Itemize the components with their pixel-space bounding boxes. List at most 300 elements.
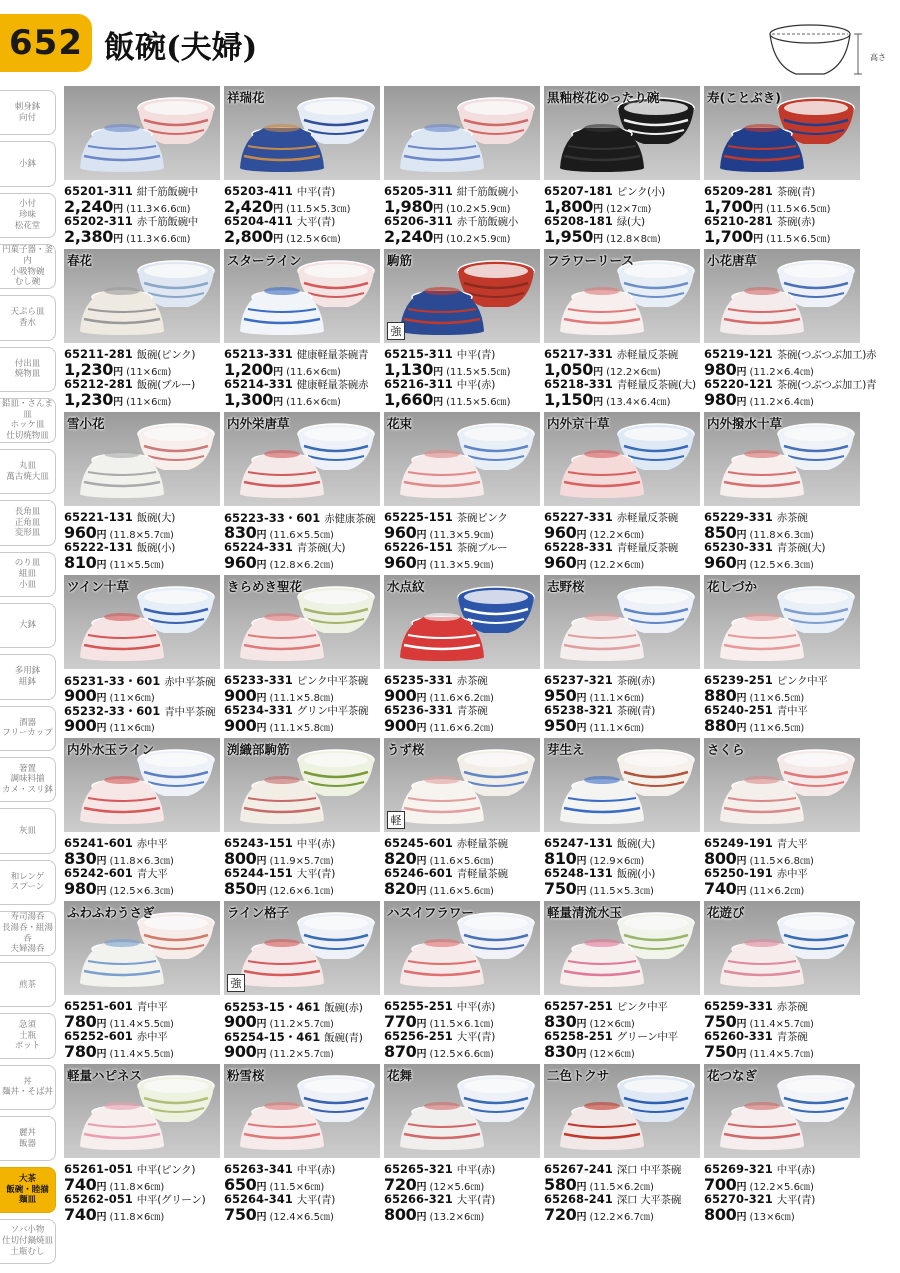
product-series-name: 粉雪桜: [227, 1068, 265, 1083]
sidebar-tab[interactable]: ソバ小物 仕切付鍋焼皿 土瓶むし: [0, 1219, 56, 1264]
item-size: (12.5×6.3㎝): [109, 886, 174, 897]
product-card[interactable]: [544, 249, 700, 409]
product-card[interactable]: [224, 86, 380, 246]
sidebar-tab[interactable]: 酒器 フリーカップ: [0, 706, 56, 751]
item-code: 65228-331: [544, 540, 613, 554]
product-series-name: ツイン十草: [67, 579, 129, 594]
item-size: (12.6×6.1㎝): [269, 886, 334, 897]
product-card[interactable]: [384, 575, 540, 735]
yen-unit: 円: [256, 723, 267, 734]
diagram-height-label: 高さ: [870, 53, 886, 62]
item-size: (11.8×6.3㎝): [109, 856, 174, 867]
yen-unit: 円: [433, 397, 444, 408]
product-series-name: 小花唐草: [707, 253, 758, 268]
item-description: 赤千筋飯碗小: [456, 216, 518, 228]
item-code: 65260-331: [704, 1029, 773, 1043]
sidebar-tab[interactable]: 煎茶: [0, 962, 56, 1007]
product-photo[interactable]: [544, 412, 700, 506]
product-card[interactable]: [224, 901, 380, 1061]
yen-unit: 円: [273, 234, 284, 245]
item-code: 65236-331: [384, 703, 453, 717]
item-code: 65208-181: [544, 214, 613, 228]
product-card[interactable]: [384, 249, 540, 409]
product-series-name: 水点紋: [387, 579, 425, 594]
item-size: (11.5×6.5㎝): [766, 234, 831, 245]
item-price-line: [224, 553, 394, 572]
product-photo[interactable]: [64, 412, 220, 506]
item-description: 青茶碗: [456, 705, 488, 717]
bowl-photo-icon: [384, 86, 540, 180]
product-photo[interactable]: [384, 1064, 540, 1158]
yen-unit: 円: [113, 367, 124, 378]
item-price-line: [224, 879, 394, 898]
product-card[interactable]: [384, 901, 540, 1061]
item-size: (13.4×6.4㎝): [606, 397, 671, 408]
product-card[interactable]: [544, 86, 700, 246]
item-description: 飯碗(大): [616, 838, 655, 850]
item-size: (11.3×6.6㎝): [126, 234, 191, 245]
product-card[interactable]: [224, 738, 380, 898]
item-price: 830: [64, 849, 97, 868]
product-card[interactable]: [64, 575, 220, 735]
yen-unit: 円: [96, 1049, 107, 1060]
item-description: 中平(赤): [296, 1164, 335, 1176]
yen-unit: 円: [593, 367, 604, 378]
item-size: (11.1×6㎝): [589, 723, 645, 734]
yen-unit: 円: [113, 204, 124, 215]
product-photo[interactable]: [64, 575, 220, 669]
item-size: (11.5×5.3㎝): [286, 204, 351, 215]
yen-unit: 円: [273, 367, 284, 378]
item-description: グリン中平茶碗: [296, 705, 369, 717]
yen-unit: 円: [576, 530, 587, 541]
product-series-name: 内外水玉ライン: [67, 742, 155, 757]
item-size: (12×7㎝): [606, 204, 652, 215]
yen-unit: 円: [416, 886, 427, 897]
product-photo[interactable]: [384, 901, 540, 995]
yen-unit: 円: [113, 234, 124, 245]
item-price: 1,800: [544, 197, 594, 216]
yen-unit: 円: [433, 234, 444, 245]
item-price: 820: [384, 849, 417, 868]
item-size: (11.1×5.8㎝): [269, 693, 334, 704]
item-code: 65252-601: [64, 1029, 133, 1043]
item-code: 65233-331: [224, 673, 293, 687]
item-price: 580: [544, 1175, 577, 1194]
item-description: ピンク(小): [616, 186, 665, 198]
item-size: (11.5×5.5㎝): [446, 367, 511, 378]
product-photo[interactable]: [704, 901, 860, 995]
item-size: (11.3×6.6㎝): [126, 204, 191, 215]
product-series-name: 花束: [387, 416, 413, 431]
product-series-name: ふわふわうさぎ: [67, 905, 155, 920]
item-code: 65251-601: [64, 999, 133, 1013]
yen-unit: 円: [256, 530, 267, 541]
product-series-name: スターライン: [227, 253, 302, 268]
item-code: 65237-321: [544, 673, 613, 687]
product-card[interactable]: [704, 575, 860, 735]
bowl-dimension-diagram: [760, 22, 866, 82]
item-code: 65268-241: [544, 1192, 613, 1206]
product-series-name: 二色トクサ: [547, 1068, 610, 1083]
sidebar-tab[interactable]: 小付 珍味 松花堂: [0, 193, 56, 238]
item-code: 65255-251: [384, 999, 453, 1013]
item-price: 650: [224, 1175, 257, 1194]
product-series-name: 寿(ことぶき): [707, 90, 781, 105]
item-code: 65267-241: [544, 1162, 613, 1176]
item-size: (11.4×5.5㎝): [109, 1019, 174, 1030]
sidebar-tab[interactable]: 多用鉢 組鉢: [0, 654, 56, 699]
item-code: 65253-15・461: [224, 1000, 321, 1014]
product-photo[interactable]: [544, 249, 700, 343]
item-code: 65221-131: [64, 510, 133, 524]
item-description: ピンク中平: [776, 675, 828, 687]
item-code: 65202-311: [64, 214, 133, 228]
item-code: 65218-331: [544, 377, 613, 391]
product-card[interactable]: [544, 575, 700, 735]
product-card[interactable]: [704, 738, 860, 898]
item-size: (12×6㎝): [589, 1049, 635, 1060]
product-photo[interactable]: [64, 86, 220, 180]
item-price: 960: [704, 553, 737, 572]
item-description: 赤健康茶碗: [324, 513, 376, 525]
item-size: (11.4×5.7㎝): [749, 1019, 814, 1030]
item-price-line: [224, 1042, 394, 1061]
category-sidebar: [0, 90, 60, 1270]
item-price: 870: [384, 1042, 417, 1061]
sidebar-tab[interactable]: 鉛皿・さんま皿 ホッケ皿 仕切焼物皿: [0, 398, 56, 443]
item-price: 1,200: [224, 360, 274, 379]
product-photo[interactable]: [224, 575, 380, 669]
item-description: 緑(大): [616, 216, 645, 228]
yen-unit: 円: [736, 1049, 747, 1060]
item-code: 65223-33・601: [224, 511, 321, 525]
item-price: 960: [384, 553, 417, 572]
yen-unit: 円: [736, 560, 747, 571]
product-card[interactable]: [384, 1064, 540, 1224]
product-photo[interactable]: [64, 1064, 220, 1158]
item-size: (12.2×5.6㎝): [749, 1182, 814, 1193]
sidebar-tab[interactable]: 灰皿: [0, 808, 56, 853]
item-description: 青茶碗: [776, 1031, 808, 1043]
product-card[interactable]: [64, 738, 220, 898]
item-price-line: [384, 227, 554, 246]
item-price: 1,660: [384, 390, 434, 409]
item-description: 青大平: [136, 868, 168, 880]
product-photo[interactable]: [704, 86, 860, 180]
item-description: 健康軽量茶碗青: [296, 349, 369, 361]
item-description: 大平(青): [456, 1031, 495, 1043]
item-description: 赤茶碗: [776, 512, 808, 524]
item-price: 880: [704, 716, 737, 735]
yen-unit: 円: [96, 1182, 107, 1193]
item-price: 700: [704, 1175, 737, 1194]
yen-unit: 円: [256, 1182, 267, 1193]
product-photo[interactable]: [704, 575, 860, 669]
item-price: 800: [384, 1205, 417, 1224]
item-code: 65239-251: [704, 673, 773, 687]
item-description: 赤茶碗: [456, 675, 488, 687]
sidebar-tab[interactable]: 箸置 調味料揃 カメ・スリ鉢: [0, 757, 56, 802]
product-card[interactable]: [704, 901, 860, 1061]
product-card[interactable]: [64, 249, 220, 409]
item-code: 65222-131: [64, 540, 133, 554]
item-code: 65220-121: [704, 377, 773, 391]
item-price-line: [64, 553, 234, 572]
item-price-line: [384, 390, 554, 409]
item-size: (11.6×6.2㎝): [429, 693, 494, 704]
product-card[interactable]: [64, 1064, 220, 1224]
item-code: 65229-331: [704, 510, 773, 524]
item-size: (12.4×6.5㎝): [269, 1212, 334, 1223]
product-card[interactable]: [224, 1064, 380, 1224]
item-price: 950: [544, 686, 577, 705]
product-card[interactable]: [544, 1064, 700, 1224]
sidebar-tab[interactable]: 麗丼 飯器: [0, 1116, 56, 1161]
item-size: (12.5×6.3㎝): [749, 560, 814, 571]
yen-unit: 円: [416, 723, 427, 734]
item-price: 900: [224, 716, 257, 735]
yen-unit: 円: [736, 1212, 747, 1223]
product-photo[interactable]: [544, 738, 700, 832]
item-description: ピンク中平茶碗: [296, 675, 368, 687]
product-card[interactable]: [224, 249, 380, 409]
product-photo[interactable]: [224, 1064, 380, 1158]
product-photo[interactable]: [384, 738, 540, 832]
item-code: 65224-331: [224, 540, 293, 554]
yen-unit: 円: [753, 204, 764, 215]
item-price: 960: [64, 523, 97, 542]
product-photo[interactable]: [224, 412, 380, 506]
yen-unit: 円: [256, 856, 267, 867]
yen-unit: 円: [273, 397, 284, 408]
item-code: 65235-331: [384, 673, 453, 687]
sidebar-tab[interactable]: 丼 麺丼・そば丼: [0, 1065, 56, 1110]
product-series-name: 祥瑞花: [227, 90, 265, 105]
product-card[interactable]: [64, 901, 220, 1061]
item-size: (12.9×6㎝): [589, 856, 645, 867]
item-description: 青中平茶碗: [164, 706, 216, 718]
item-size: (13.2×6㎝): [429, 1212, 485, 1223]
item-size: (11.1×6㎝): [589, 693, 645, 704]
product-series-name: 軽量ハピネス: [67, 1068, 143, 1083]
item-code: 65210-281: [704, 214, 773, 228]
product-photo[interactable]: [704, 249, 860, 343]
item-description: 健康軽量茶碗赤: [296, 379, 369, 391]
bowl-photo-icon: [64, 86, 220, 180]
product-photo[interactable]: [384, 249, 540, 343]
item-description: 茶碗(つぶつぶ加工)赤: [776, 349, 877, 361]
item-size: (11.3×5.9㎝): [429, 560, 494, 571]
item-size: (11.6×6㎝): [286, 397, 341, 408]
item-description: 中平(青): [456, 349, 495, 361]
item-price: 900: [224, 1042, 257, 1061]
yen-unit: 円: [96, 856, 107, 867]
product-photo[interactable]: [384, 86, 540, 180]
item-price-line: [224, 716, 394, 735]
product-card[interactable]: [224, 575, 380, 735]
item-price: 830: [544, 1042, 577, 1061]
item-description: 中平(赤): [296, 838, 335, 850]
item-description: 青茶碗(大): [296, 542, 346, 554]
product-photo[interactable]: [544, 901, 700, 995]
item-code: 65250-191: [704, 866, 773, 880]
item-size: (11.3×5.9㎝): [429, 530, 494, 541]
sidebar-tab[interactable]: 急須 土瓶 ポット: [0, 1013, 56, 1058]
item-code: 65269-321: [704, 1162, 773, 1176]
item-size: (11.5×6.2㎝): [589, 1182, 654, 1193]
sidebar-tab[interactable]: 丸皿 萬古焼大皿: [0, 449, 56, 494]
item-size: (11.5×5.3㎝): [589, 886, 654, 897]
item-code: 65240-251: [704, 703, 773, 717]
item-size: (11.2×5.7㎝): [269, 1049, 334, 1060]
sidebar-tab[interactable]: 寿司湯呑 長湯呑・組湯呑 夫婦湯呑: [0, 911, 56, 956]
yen-unit: 円: [256, 1049, 267, 1060]
product-badge: 軽: [387, 811, 405, 829]
yen-unit: 円: [736, 530, 747, 541]
item-price-line: [224, 227, 394, 246]
product-photo[interactable]: [544, 86, 700, 180]
product-photo[interactable]: [704, 738, 860, 832]
product-photo[interactable]: [384, 412, 540, 506]
item-size: (11×5.5㎝): [109, 560, 165, 571]
product-card[interactable]: [704, 412, 860, 572]
product-card[interactable]: [704, 86, 860, 246]
product-series-name: さくら: [707, 742, 745, 757]
sidebar-tab[interactable]: 付出皿 焼物皿: [0, 347, 56, 392]
item-price-line: [224, 1205, 394, 1224]
product-photo[interactable]: [224, 738, 380, 832]
product-photo[interactable]: [384, 575, 540, 669]
item-description: ピンク中平: [616, 1001, 668, 1013]
sidebar-tab[interactable]: 大茶 飯碗・睦揃 麺皿: [0, 1167, 56, 1212]
sidebar-tab[interactable]: 円菓子器・釜内 小吸物碗 むし碗: [0, 244, 56, 289]
item-code: 65232-33・601: [64, 704, 161, 718]
product-photo[interactable]: [224, 249, 380, 343]
item-code: 65243-151: [224, 836, 293, 850]
item-price: 1,700: [704, 197, 754, 216]
sidebar-tab[interactable]: 小鉢: [0, 141, 56, 186]
product-photo[interactable]: [224, 86, 380, 180]
item-description: 茶碗(つぶつぶ加工)青: [776, 379, 877, 391]
product-photo[interactable]: [544, 1064, 700, 1158]
item-price-line: [384, 1042, 554, 1061]
sidebar-tab[interactable]: 大鉢: [0, 603, 56, 648]
sidebar-tab[interactable]: 長角皿 正角皿 変形皿: [0, 500, 56, 545]
product-photo[interactable]: [64, 901, 220, 995]
item-size: (12.5×6.6㎝): [429, 1049, 494, 1060]
product-card[interactable]: [64, 412, 220, 572]
item-price: 720: [384, 1175, 417, 1194]
item-description: 大平(青): [296, 868, 335, 880]
product-series-name: ライン格子: [227, 905, 290, 920]
product-badge: 強: [387, 322, 405, 340]
product-series-name: きらめき聖花: [227, 579, 303, 594]
product-series-name: 花つなぎ: [707, 1068, 758, 1083]
page-header: [0, 0, 900, 80]
item-size: (13×6㎝): [749, 1212, 795, 1223]
item-price-line: [704, 716, 874, 735]
item-price-line: [544, 879, 714, 898]
item-price: 800: [224, 849, 257, 868]
yen-unit: 円: [273, 204, 284, 215]
yen-unit: 円: [416, 1182, 427, 1193]
item-code: 65254-15・461: [224, 1030, 321, 1044]
product-card[interactable]: [544, 901, 700, 1061]
sidebar-tab[interactable]: 天ぷら皿 香水: [0, 295, 56, 340]
item-code: 65270-321: [704, 1192, 773, 1206]
yen-unit: 円: [433, 367, 444, 378]
item-code: 65263-341: [224, 1162, 293, 1176]
item-description: 赤中平茶碗: [164, 676, 216, 688]
product-series-name: うず桜: [387, 742, 425, 757]
product-photo[interactable]: [64, 738, 220, 832]
product-card[interactable]: [704, 249, 877, 409]
sidebar-tab[interactable]: 刺身鉢 向付: [0, 90, 56, 135]
item-size: (11.5×6㎝): [269, 1182, 325, 1193]
yen-unit: 円: [416, 856, 427, 867]
product-photo[interactable]: [544, 575, 700, 669]
item-description: 中平(赤): [456, 379, 495, 391]
item-description: 飯碗(青): [324, 1032, 363, 1044]
product-card[interactable]: [544, 738, 700, 898]
sidebar-tab[interactable]: 和レンゲ スプーン: [0, 860, 56, 905]
item-price: 950: [544, 716, 577, 735]
item-price: 900: [384, 716, 417, 735]
item-price: 850: [224, 879, 257, 898]
yen-unit: 円: [256, 1212, 267, 1223]
yen-unit: 円: [576, 1212, 587, 1223]
item-size: (11.6×6.2㎝): [429, 723, 494, 734]
yen-unit: 円: [96, 693, 107, 704]
item-code: 65256-251: [384, 1029, 453, 1043]
product-photo[interactable]: [224, 901, 380, 995]
item-size: (11×6㎝): [109, 693, 155, 704]
product-photo[interactable]: [704, 1064, 860, 1158]
item-size: (12.5×6㎝): [286, 234, 341, 245]
product-series-name: ハスイフラワー: [387, 905, 474, 920]
item-price: 780: [64, 1042, 97, 1061]
item-code: 65216-311: [384, 377, 453, 391]
item-description: 中平(グリーン): [136, 1194, 206, 1206]
product-card[interactable]: [384, 86, 540, 246]
product-card[interactable]: [384, 412, 540, 572]
product-photo[interactable]: [704, 412, 860, 506]
item-price: 2,380: [64, 227, 114, 246]
product-card[interactable]: [544, 412, 700, 572]
yen-unit: 円: [736, 693, 747, 704]
product-card[interactable]: [384, 738, 540, 898]
item-price-line: [64, 879, 234, 898]
item-description: 青茶碗(大): [776, 542, 826, 554]
product-photo[interactable]: [64, 249, 220, 343]
yen-unit: 円: [96, 886, 107, 897]
item-description: 紺千筋飯碗小: [456, 186, 518, 198]
product-card[interactable]: [704, 1064, 860, 1224]
item-price-line: [704, 1042, 874, 1061]
product-card[interactable]: [224, 412, 380, 572]
product-card[interactable]: [64, 86, 220, 246]
item-code: 65214-331: [224, 377, 293, 391]
item-description: 中平(青): [296, 186, 335, 198]
item-description: 大平(青): [296, 216, 335, 228]
item-price-line: [544, 716, 714, 735]
item-description: 飯碗(大): [136, 512, 175, 524]
item-description: 中平(赤): [776, 1164, 815, 1176]
sidebar-tab[interactable]: のり皿 組皿 小皿: [0, 552, 56, 597]
item-description: グリーン中平: [616, 1031, 678, 1043]
product-series-name: 駒筋: [387, 253, 413, 268]
